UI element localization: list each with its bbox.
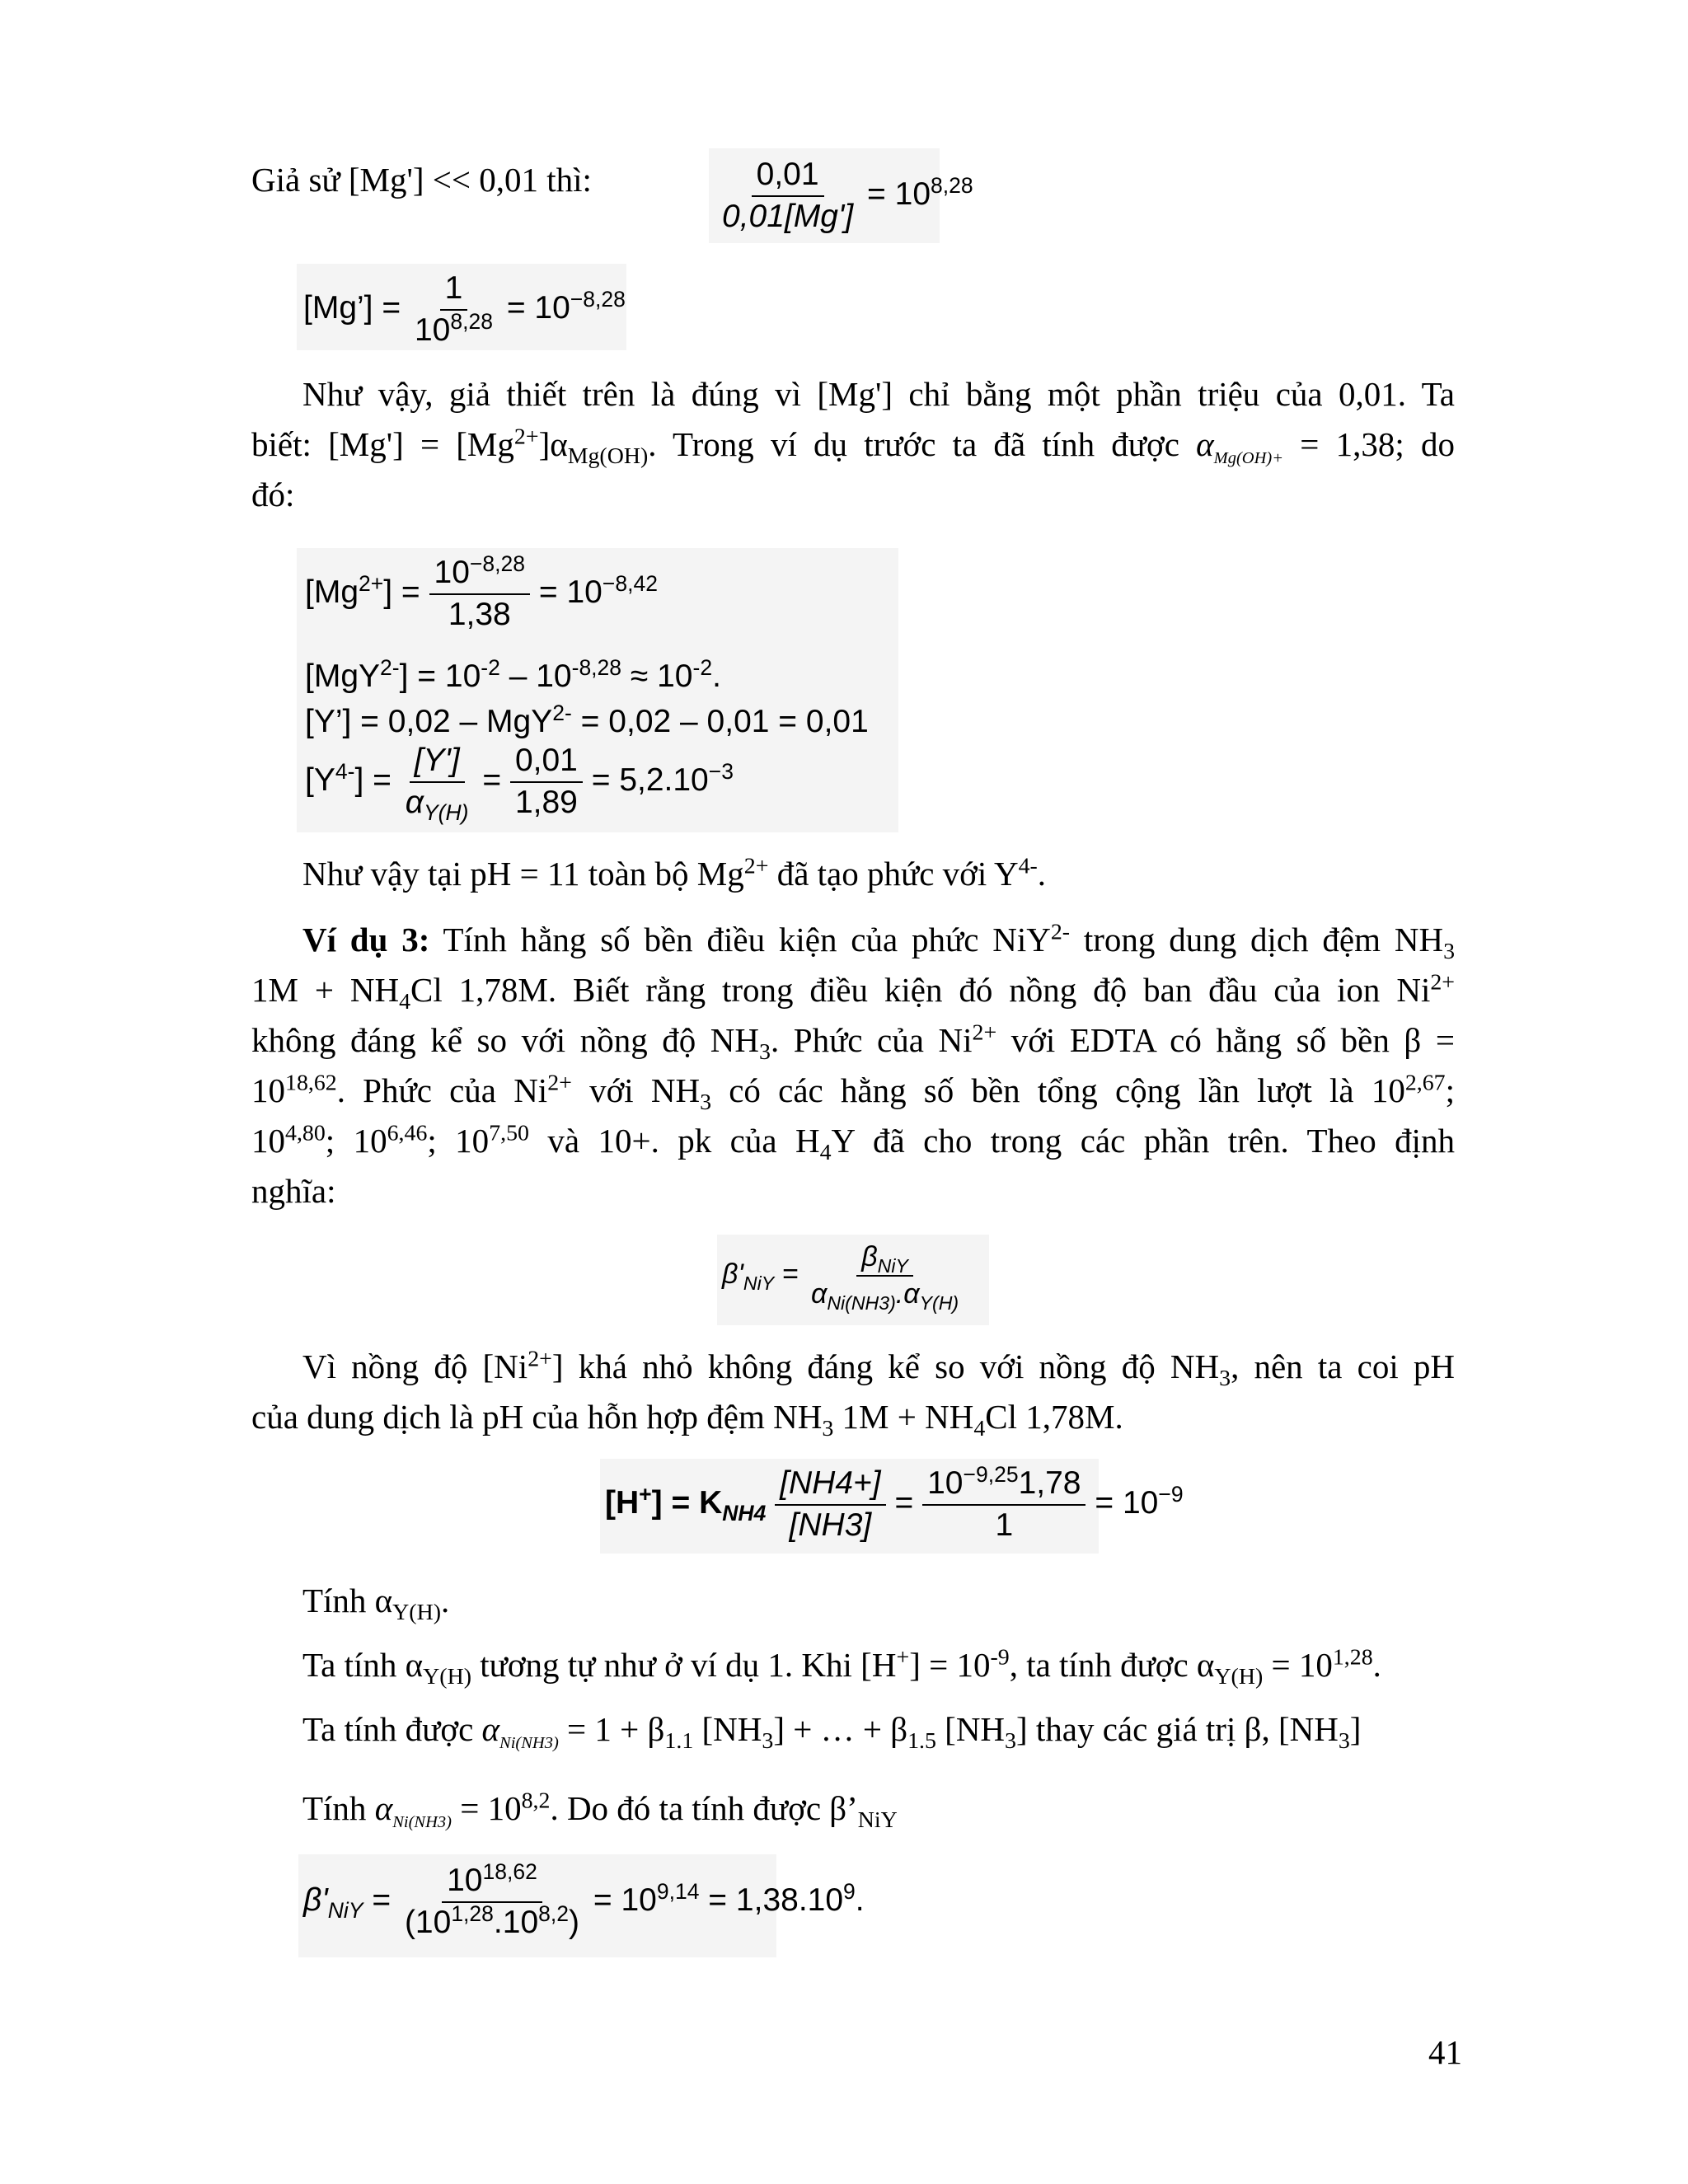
- para3-line-1: Ví dụ 3: Tính hằng số bền điều kiện của phức NiY$^{2-}$ trong dung dịch đệm $NH_3$: [302, 919, 1455, 965]
- eq2-rhs-exp: −8,28: [570, 287, 626, 312]
- eq6-image: $\beta'_{NiY}$ = $\frac{10^{18,62}}{(10^{1,28}.10^{8,2})}$ = $10^{9,14} = 1,38.10^9$.: [298, 1854, 776, 1957]
- para4-line-2: của dung dịch là pH của hỗn hợp đệm $NH_3$ $1M + NH_4Cl$ 1,78M.: [251, 1398, 1123, 1442]
- eq1-intro: [251, 155, 746, 205]
- text-line-1: Tính $\alpha_{Y(H)}$.: [302, 1582, 450, 1626]
- eq1-numerator: 0,01: [752, 157, 824, 197]
- eq6-fraction: $\frac{10^{18,62}}{(10^{1,28}.10^{8,2})}$: [404, 1859, 580, 1940]
- para4-line-1: Vì nồng độ $[Ni^{2+}]$ khá nhỏ không đáng kể so với nồng độ $NH_3$, nên ta coi pH: [302, 1346, 1456, 1392]
- eq3-line-2: $[MgY^{2-}] = 10^{-2} - 10^{-8,28} \approx 10^{-2}$.: [305, 655, 721, 694]
- paragraph-2: Như vậy tại pH = 11 toàn bộ $Mg^{2+}$ đã tạo phức với $Y^{4-}$.: [302, 853, 1047, 893]
- eq1-image: [709, 148, 973, 243]
- eq4-fraction: $\frac{\beta_{NiY}}{\alpha_{Ni(NH3)}.\alpha_{Y(H)}}$: [810, 1241, 959, 1314]
- para3-line-2: $1M + NH_4Cl$ 1,78M. Biết rằng trong điều kiện đó nồng độ ban đầu của ion $Ni^{2+}$: [251, 969, 1456, 1015]
- eq5-image: $[H^+] = K_{NH4}$ $\frac{[NH4+]}{[NH3]}$ = $\frac{10^{-9,25}1,78}{1}$ = $10^{-9}$: [600, 1459, 1099, 1554]
- example-label: Ví dụ 3:: [302, 921, 430, 958]
- para1-line-3: đó:: [251, 476, 295, 513]
- eq1-denominator: 0,01[Mg']: [722, 198, 854, 234]
- eq2-denominator: 10$^{8,28}$: [414, 308, 493, 348]
- para3-line-6: nghĩa:: [251, 1172, 336, 1210]
- eq2-lhs: [Mg’] =: [303, 290, 401, 326]
- text-line-3: Ta tính được $\alpha_{Ni(NH3)} = 1 + \beta_{1.1}$ $[NH_3]$ + … + $\beta_{1.5}$ $[NH_3]$ thay các giá trị β, $[NH_3]$: [302, 1710, 1362, 1755]
- eq5-fraction-1: $\frac{[NH4+]}{[NH3]}$: [775, 1465, 885, 1544]
- eq3-fraction-1: $\frac{10^{-8,28}}{1,38}$: [429, 555, 530, 634]
- eq1-fraction: [717, 157, 858, 236]
- para1-line-2: biết: $[Mg'] = [Mg^{2+}]\alpha_{Mg(OH)}$. Trong ví dụ trước ta đã tính được $\alpha_{Mg(OH)+} = 1,38$; do: [251, 424, 1455, 470]
- paragraph-4: [251, 1342, 1455, 1442]
- eq2-image: [297, 264, 626, 350]
- paragraph-3: [251, 915, 1455, 1216]
- eq1-rhs-exp: 8,28: [931, 173, 973, 199]
- eq2-rhs: = 10: [506, 290, 570, 326]
- text-line-2: Ta tính $\alpha_{Y(H)}$ tương tự như ở ví dụ 1. Khi $[H^+] = 10^{-9}$, ta tính được $\alpha_{Y(H)} = 10^{1,28}$.: [302, 1644, 1381, 1690]
- paragraph-1: [251, 369, 1455, 520]
- para3-line-3: không đáng kể so với nồng độ $NH_3$. Phức của $Ni^{2+}$ với EDTA có hằng số bền β =: [251, 1019, 1455, 1066]
- eq4-image: $\beta'_{NiY}$ = $\frac{\beta_{NiY}}{\alpha_{Ni(NH3)}.\alpha_{Y(H)}}$: [717, 1235, 989, 1325]
- eq3-line-1: $[Mg^{2+}]$ = $\frac{10^{-8,28}}{1,38}$ = $10^{-8,42}$: [305, 551, 658, 632]
- para3-line-4: 10$^{18,62}$. Phức của $Ni^{2+}$ với $NH_3$ có các hằng số bền tổng cộng lần lượt là 10$^{2,67}$;: [251, 1070, 1456, 1116]
- para1-line-1: Như vậy, giả thiết trên là đúng vì [Mg'] chỉ bằng một phần triệu của 0,01. Ta: [302, 375, 1455, 413]
- eq3-fraction-3: $\frac{0,01}{1,89}$: [510, 743, 583, 822]
- eq1-rhs: = 10: [867, 176, 931, 213]
- eq3-line-3: [Y’] = 0,02 – MgY$^{2-}$ = 0,02 – 0,01 = 0,01: [305, 701, 869, 739]
- page-number: 41: [1428, 2033, 1462, 2071]
- eq5-fraction-2: $\frac{10^{-9,25}1,78}{1}$: [922, 1465, 1085, 1544]
- eq2-numerator: 1: [440, 270, 468, 311]
- eq3-line-4: $[Y^{4-}]$ = $\frac{[Y']}{\alpha_{Y(H)}}$ = $\frac{0,01}{1,89}$ = $5,2.10^{-3}$: [305, 743, 734, 825]
- eq3-image: [297, 548, 898, 832]
- eq3-fraction-2: $\frac{[Y']}{\alpha_{Y(H)}}$: [405, 743, 469, 825]
- text-line-4: Tính $\alpha_{Ni(NH3)} = 10^{8,2}$. Do đó ta tính được $\beta’_{NiY}$: [302, 1788, 898, 1834]
- eq2-fraction: [410, 270, 498, 349]
- para3-line-5: 10$^{4,80}$; 10$^{6,46}$; 10$^{7,50}$ và 10+. pk của $H_4Y$ đã cho trong các phần trên. Theo định: [251, 1120, 1456, 1166]
- eq1-intro-text: Giả sử [Mg'] << 0,01 thì:: [251, 161, 592, 199]
